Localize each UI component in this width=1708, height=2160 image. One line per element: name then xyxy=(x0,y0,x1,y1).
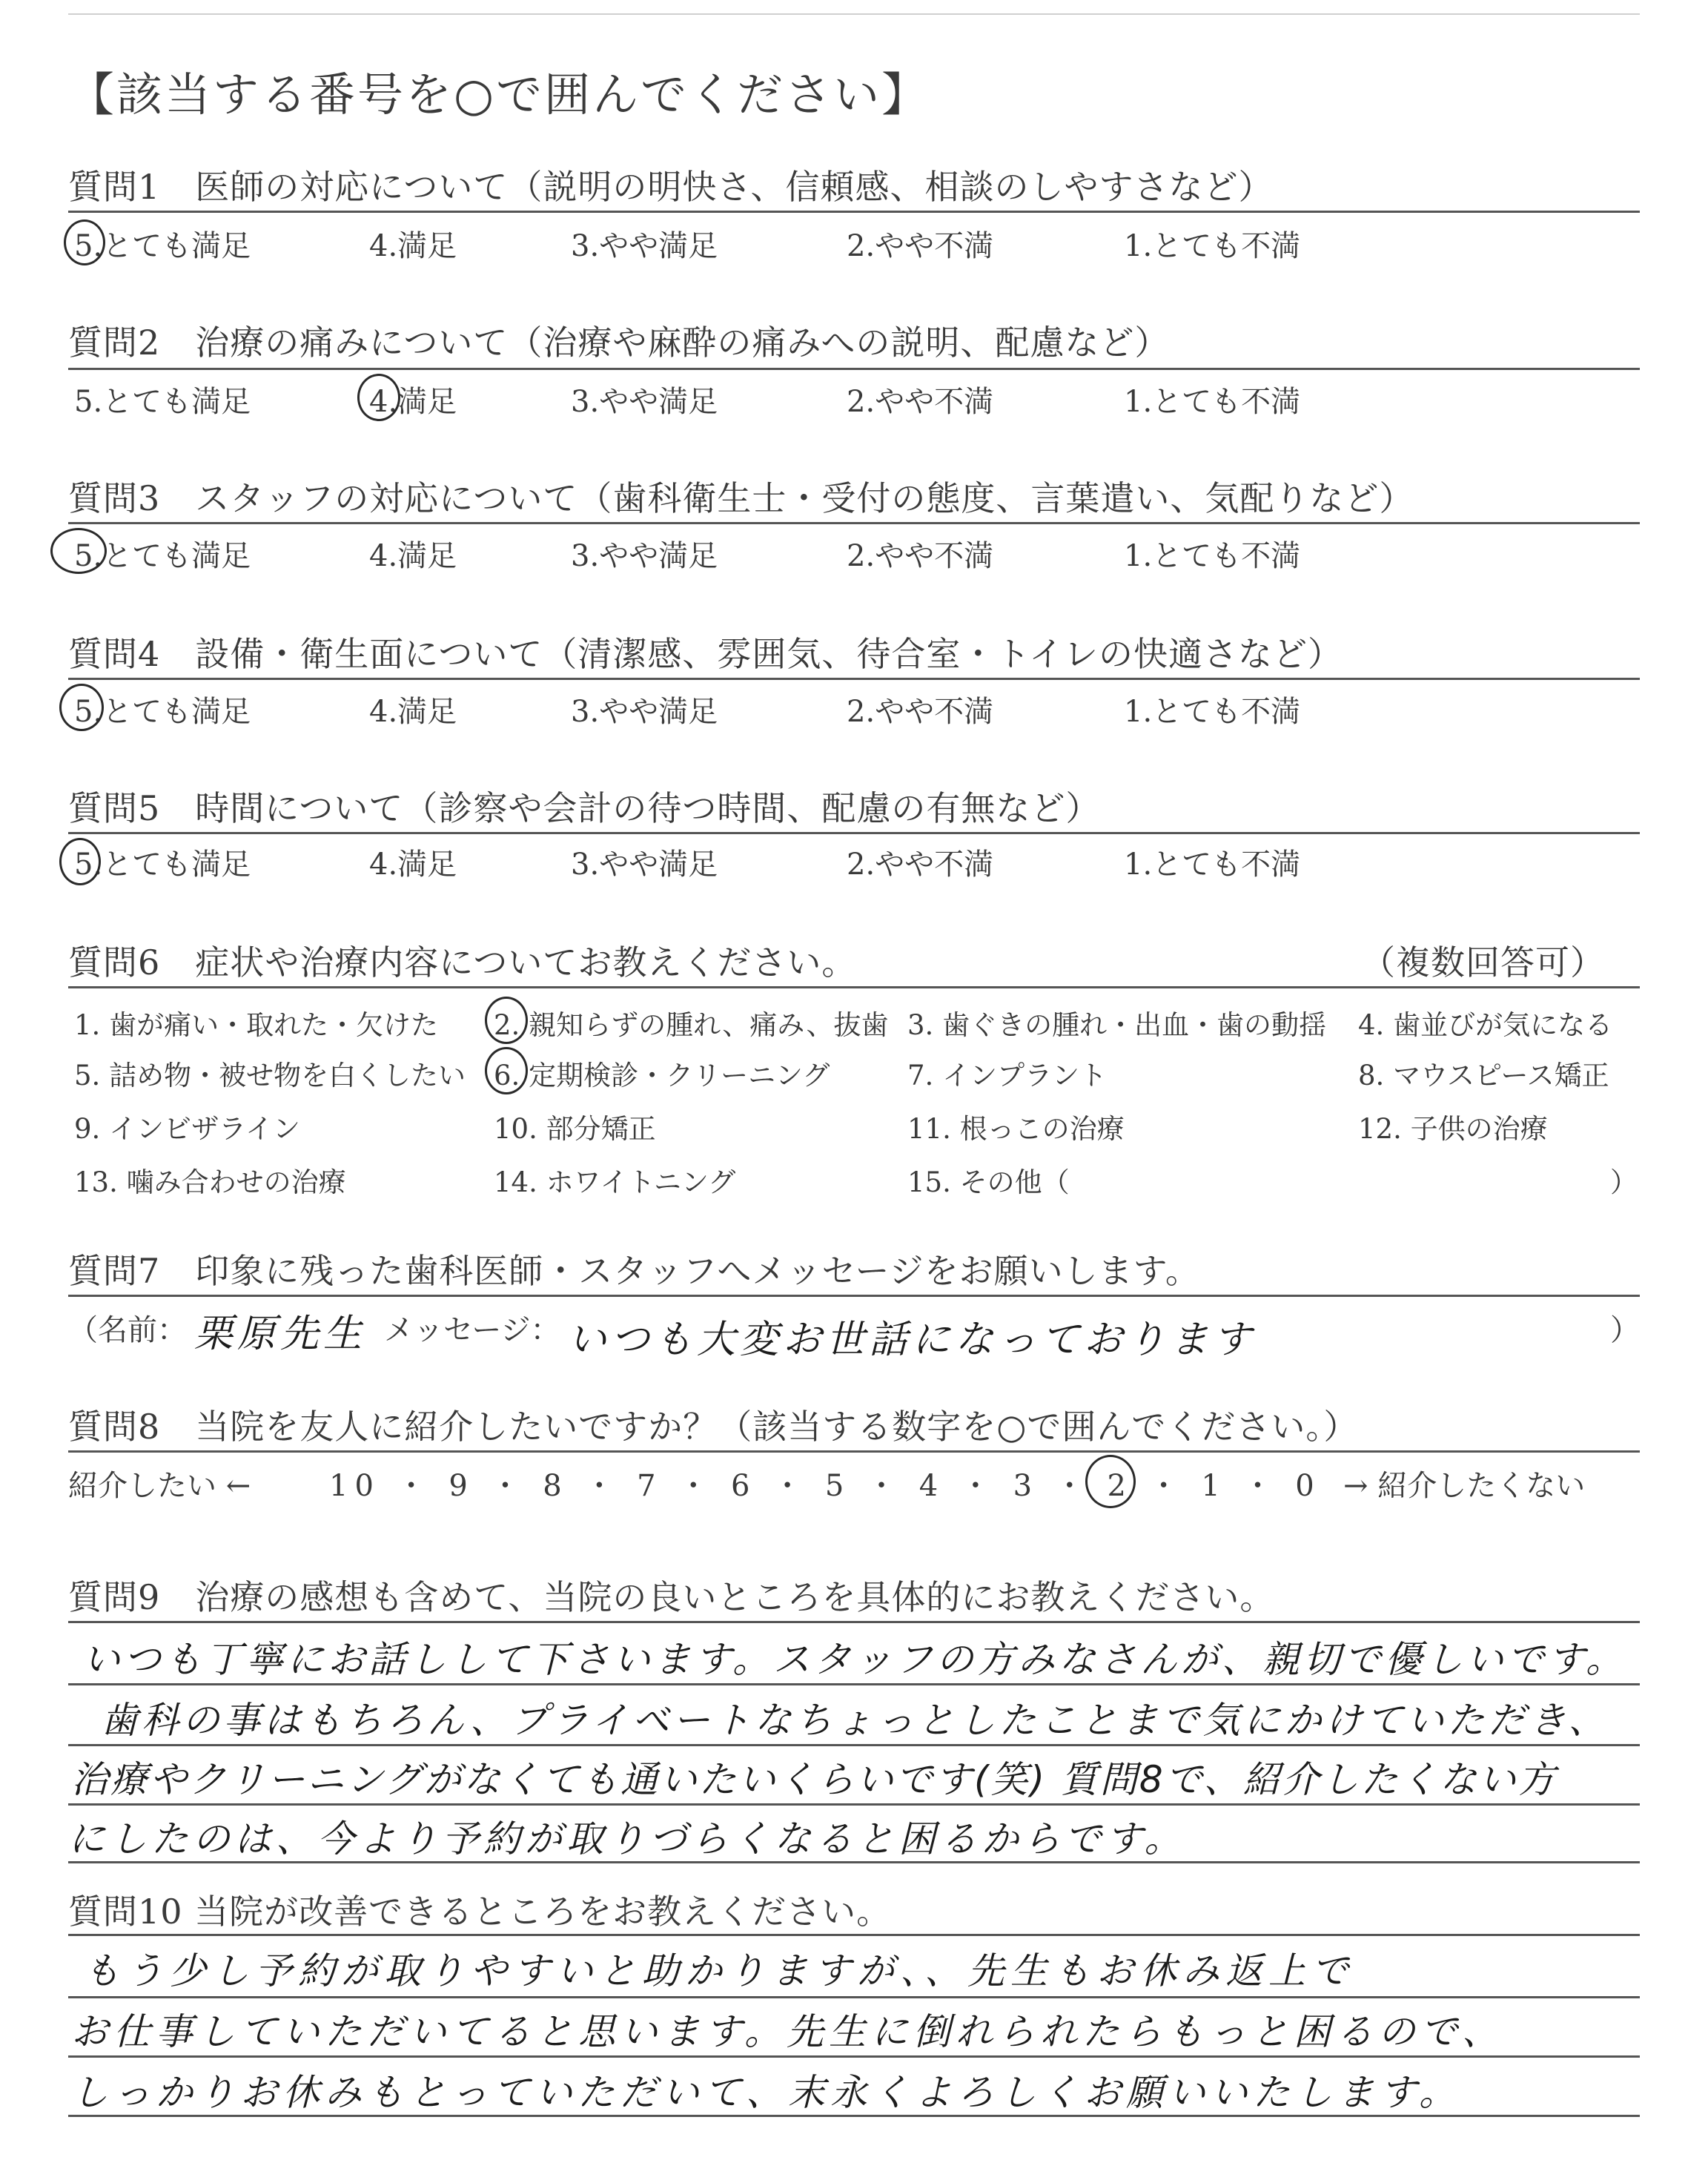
q3-option-1[interactable]: 1.とても不満 xyxy=(1124,539,1301,573)
q9-rule-1 xyxy=(68,1621,1640,1623)
q3-rule xyxy=(68,522,1640,524)
q3-option-2[interactable]: 2.やや不満 xyxy=(847,539,994,573)
q10-answer-line-3[interactable]: しっかりお休みもとっていただいて、末永くよろしくお願いいたします。 xyxy=(71,2071,1461,2114)
q4-answer-circle xyxy=(59,684,104,731)
q6-title: 質問6 症状や治療内容についてお教えください。 xyxy=(68,942,857,982)
q6-option-11[interactable]: 11. 根っこの治療 xyxy=(907,1113,1125,1145)
q2-option-3[interactable]: 3.やや満足 xyxy=(571,385,718,419)
q8-scale[interactable]: 10 ・ 9 ・ 8 ・ 7 ・ 6 ・ 5 ・ 4 ・ 3 ・ 2 ・ 1 ・ 0 xyxy=(329,1469,1321,1503)
q2-option-5[interactable]: 5.とても満足 xyxy=(74,385,251,419)
q3-title: 質問3 スタッフの対応について（歯科衛生士・受付の態度、言葉遣い、気配りなど） xyxy=(68,478,1414,518)
q6-option-3[interactable]: 3. 歯ぐきの腫れ・出血・歯の動揺 xyxy=(907,1009,1327,1041)
q7-close-paren: ） xyxy=(1610,1313,1640,1347)
q9-title: 質問9 治療の感想も含めて、当院の良いところを具体的にお教えください。 xyxy=(68,1577,1275,1617)
q10-rule-3 xyxy=(68,2055,1640,2058)
q5-option-3[interactable]: 3.やや満足 xyxy=(571,848,718,882)
q1-title: 質問1 医師の対応について（説明の明快さ、信頼感、相談のしやすさなど） xyxy=(68,167,1274,207)
q1-option-2[interactable]: 2.やや不満 xyxy=(847,229,994,263)
q8-right-label: → 紹介したくない xyxy=(1343,1469,1586,1503)
q1-option-5[interactable]: 5.とても満足 xyxy=(74,229,251,263)
q5-answer-circle xyxy=(59,838,101,885)
q6-rule xyxy=(68,986,1640,988)
q6-option-15[interactable]: 15. その他（ xyxy=(907,1166,1070,1198)
q2-title: 質問2 治療の痛みについて（治療や麻酔の痛みへの説明、配慮など） xyxy=(68,323,1170,363)
q1-rule xyxy=(68,211,1640,213)
q3-option-3[interactable]: 3.やや満足 xyxy=(571,539,718,573)
q8-left-label: 紹介したい ← xyxy=(68,1469,251,1503)
q7-message-handwritten[interactable]: いつも大変お世話になっております xyxy=(568,1318,1257,1362)
q2-rule xyxy=(68,368,1640,370)
q6-option-9[interactable]: 9. インビザライン xyxy=(74,1113,300,1145)
q3-option-5[interactable]: 5.とても満足 xyxy=(74,539,251,573)
q9-rule-4 xyxy=(68,1803,1640,1806)
q6-other-close-paren: ） xyxy=(1610,1166,1638,1198)
q1-option-3[interactable]: 3.やや満足 xyxy=(571,229,718,263)
q6-option-4[interactable]: 4. 歯並びが気になる xyxy=(1358,1009,1613,1041)
q8-answer-circle xyxy=(1085,1455,1136,1508)
q7-name-handwritten[interactable]: 栗原先生 xyxy=(194,1312,367,1356)
q6-answer-circle-6 xyxy=(485,1047,528,1094)
q6-option-7[interactable]: 7. インプラント xyxy=(907,1060,1108,1091)
q5-option-1[interactable]: 1.とても不満 xyxy=(1124,848,1301,882)
q9-rule-3 xyxy=(68,1744,1640,1746)
q6-option-6[interactable]: 6. 定期検診・クリーニング xyxy=(494,1060,830,1091)
q10-title: 質問10 当院が改善できるところをお教えください。 xyxy=(68,1892,892,1932)
q4-option-2[interactable]: 2.やや不満 xyxy=(847,695,994,729)
q4-option-4[interactable]: 4.満足 xyxy=(369,695,457,729)
q1-option-1[interactable]: 1.とても不満 xyxy=(1124,229,1301,263)
q5-rule xyxy=(68,832,1640,834)
q4-title: 質問4 設備・衛生面について（清潔感、雰囲気、待合室・トイレの快適さなど） xyxy=(68,634,1343,674)
q3-answer-circle xyxy=(50,528,107,574)
q7-message-label: メッセージ： xyxy=(384,1313,560,1347)
q6-note: （複数回答可） xyxy=(1361,942,1605,982)
q2-answer-circle xyxy=(357,374,400,421)
q4-option-3[interactable]: 3.やや満足 xyxy=(571,695,718,729)
q3-option-4[interactable]: 4.満足 xyxy=(369,539,457,573)
instruction-header: 【該当する番号を○で囲んでください】 xyxy=(68,67,930,122)
q6-option-1[interactable]: 1. 歯が痛い・取れた・欠けた xyxy=(74,1009,439,1041)
q5-option-2[interactable]: 2.やや不満 xyxy=(847,848,994,882)
q8-title: 質問8 当院を友人に紹介したいですか？（該当する数字を○で囲んでください。） xyxy=(68,1407,1359,1447)
q2-option-1[interactable]: 1.とても不満 xyxy=(1124,385,1301,419)
q6-option-5[interactable]: 5. 詰め物・被せ物を白くしたい xyxy=(74,1060,466,1091)
q1-option-4[interactable]: 4.満足 xyxy=(369,229,457,263)
q10-rule-2 xyxy=(68,1996,1640,1998)
q6-option-13[interactable]: 13. 噛み合わせの治療 xyxy=(74,1166,346,1198)
q5-option-5[interactable]: 5.とても満足 xyxy=(74,848,251,882)
q6-option-10[interactable]: 10. 部分矯正 xyxy=(494,1113,656,1145)
q7-title: 質問7 印象に残った歯科医師・スタッフへメッセージをお願いします。 xyxy=(68,1251,1200,1291)
q6-option-14[interactable]: 14. ホワイトニング xyxy=(494,1166,736,1198)
q9-answer-line-1[interactable]: いつも丁寧にお話しして下さいます。スタッフの方みなさんが、親切で優しいです。 xyxy=(83,1638,1626,1681)
q10-answer-line-1[interactable]: もう少し予約が取りやすいと助かりますが、、先生もお休み返上で xyxy=(83,1949,1354,1992)
q6-option-8[interactable]: 8. マウスピース矯正 xyxy=(1358,1060,1609,1091)
q9-rule-2 xyxy=(68,1683,1640,1685)
q4-option-1[interactable]: 1.とても不満 xyxy=(1124,695,1301,729)
q10-rule-1 xyxy=(68,1934,1640,1936)
q7-name-label: （名前： xyxy=(68,1313,187,1347)
q1-answer-circle xyxy=(64,219,105,265)
q6-option-12[interactable]: 12. 子供の治療 xyxy=(1358,1113,1548,1145)
q5-title: 質問5 時間について（診察や会計の待つ時間、配慮の有無など） xyxy=(68,788,1101,828)
q2-option-2[interactable]: 2.やや不満 xyxy=(847,385,994,419)
q6-option-2[interactable]: 2. 親知らずの腫れ、痛み、抜歯 xyxy=(494,1009,889,1041)
q9-answer-line-2[interactable]: 歯科の事はもちろん、プライベートなちょっとしたことまで気にかけていただき、 xyxy=(101,1699,1609,1742)
q6-answer-circle-2 xyxy=(485,997,528,1044)
q2-option-4[interactable]: 4.満足 xyxy=(369,385,457,419)
q7-rule xyxy=(68,1295,1640,1297)
q9-answer-line-4[interactable]: にしたのは、今より予約が取りづらくなると困るからです。 xyxy=(68,1817,1186,1860)
q9-answer-line-3[interactable]: 治療やクリーニングがなくても通いたいくらいです(笑) 質問8で、紹介したくない方 xyxy=(71,1758,1558,1801)
q4-rule xyxy=(68,678,1640,680)
q5-option-4[interactable]: 4.満足 xyxy=(369,848,457,882)
page-top-border xyxy=(68,13,1640,15)
q4-option-5[interactable]: 5.とても満足 xyxy=(74,695,251,729)
q10-answer-line-2[interactable]: お仕事していただいてると思います。先生に倒れられたらもっと困るので、 xyxy=(71,2010,1504,2053)
q8-rule xyxy=(68,1450,1640,1453)
